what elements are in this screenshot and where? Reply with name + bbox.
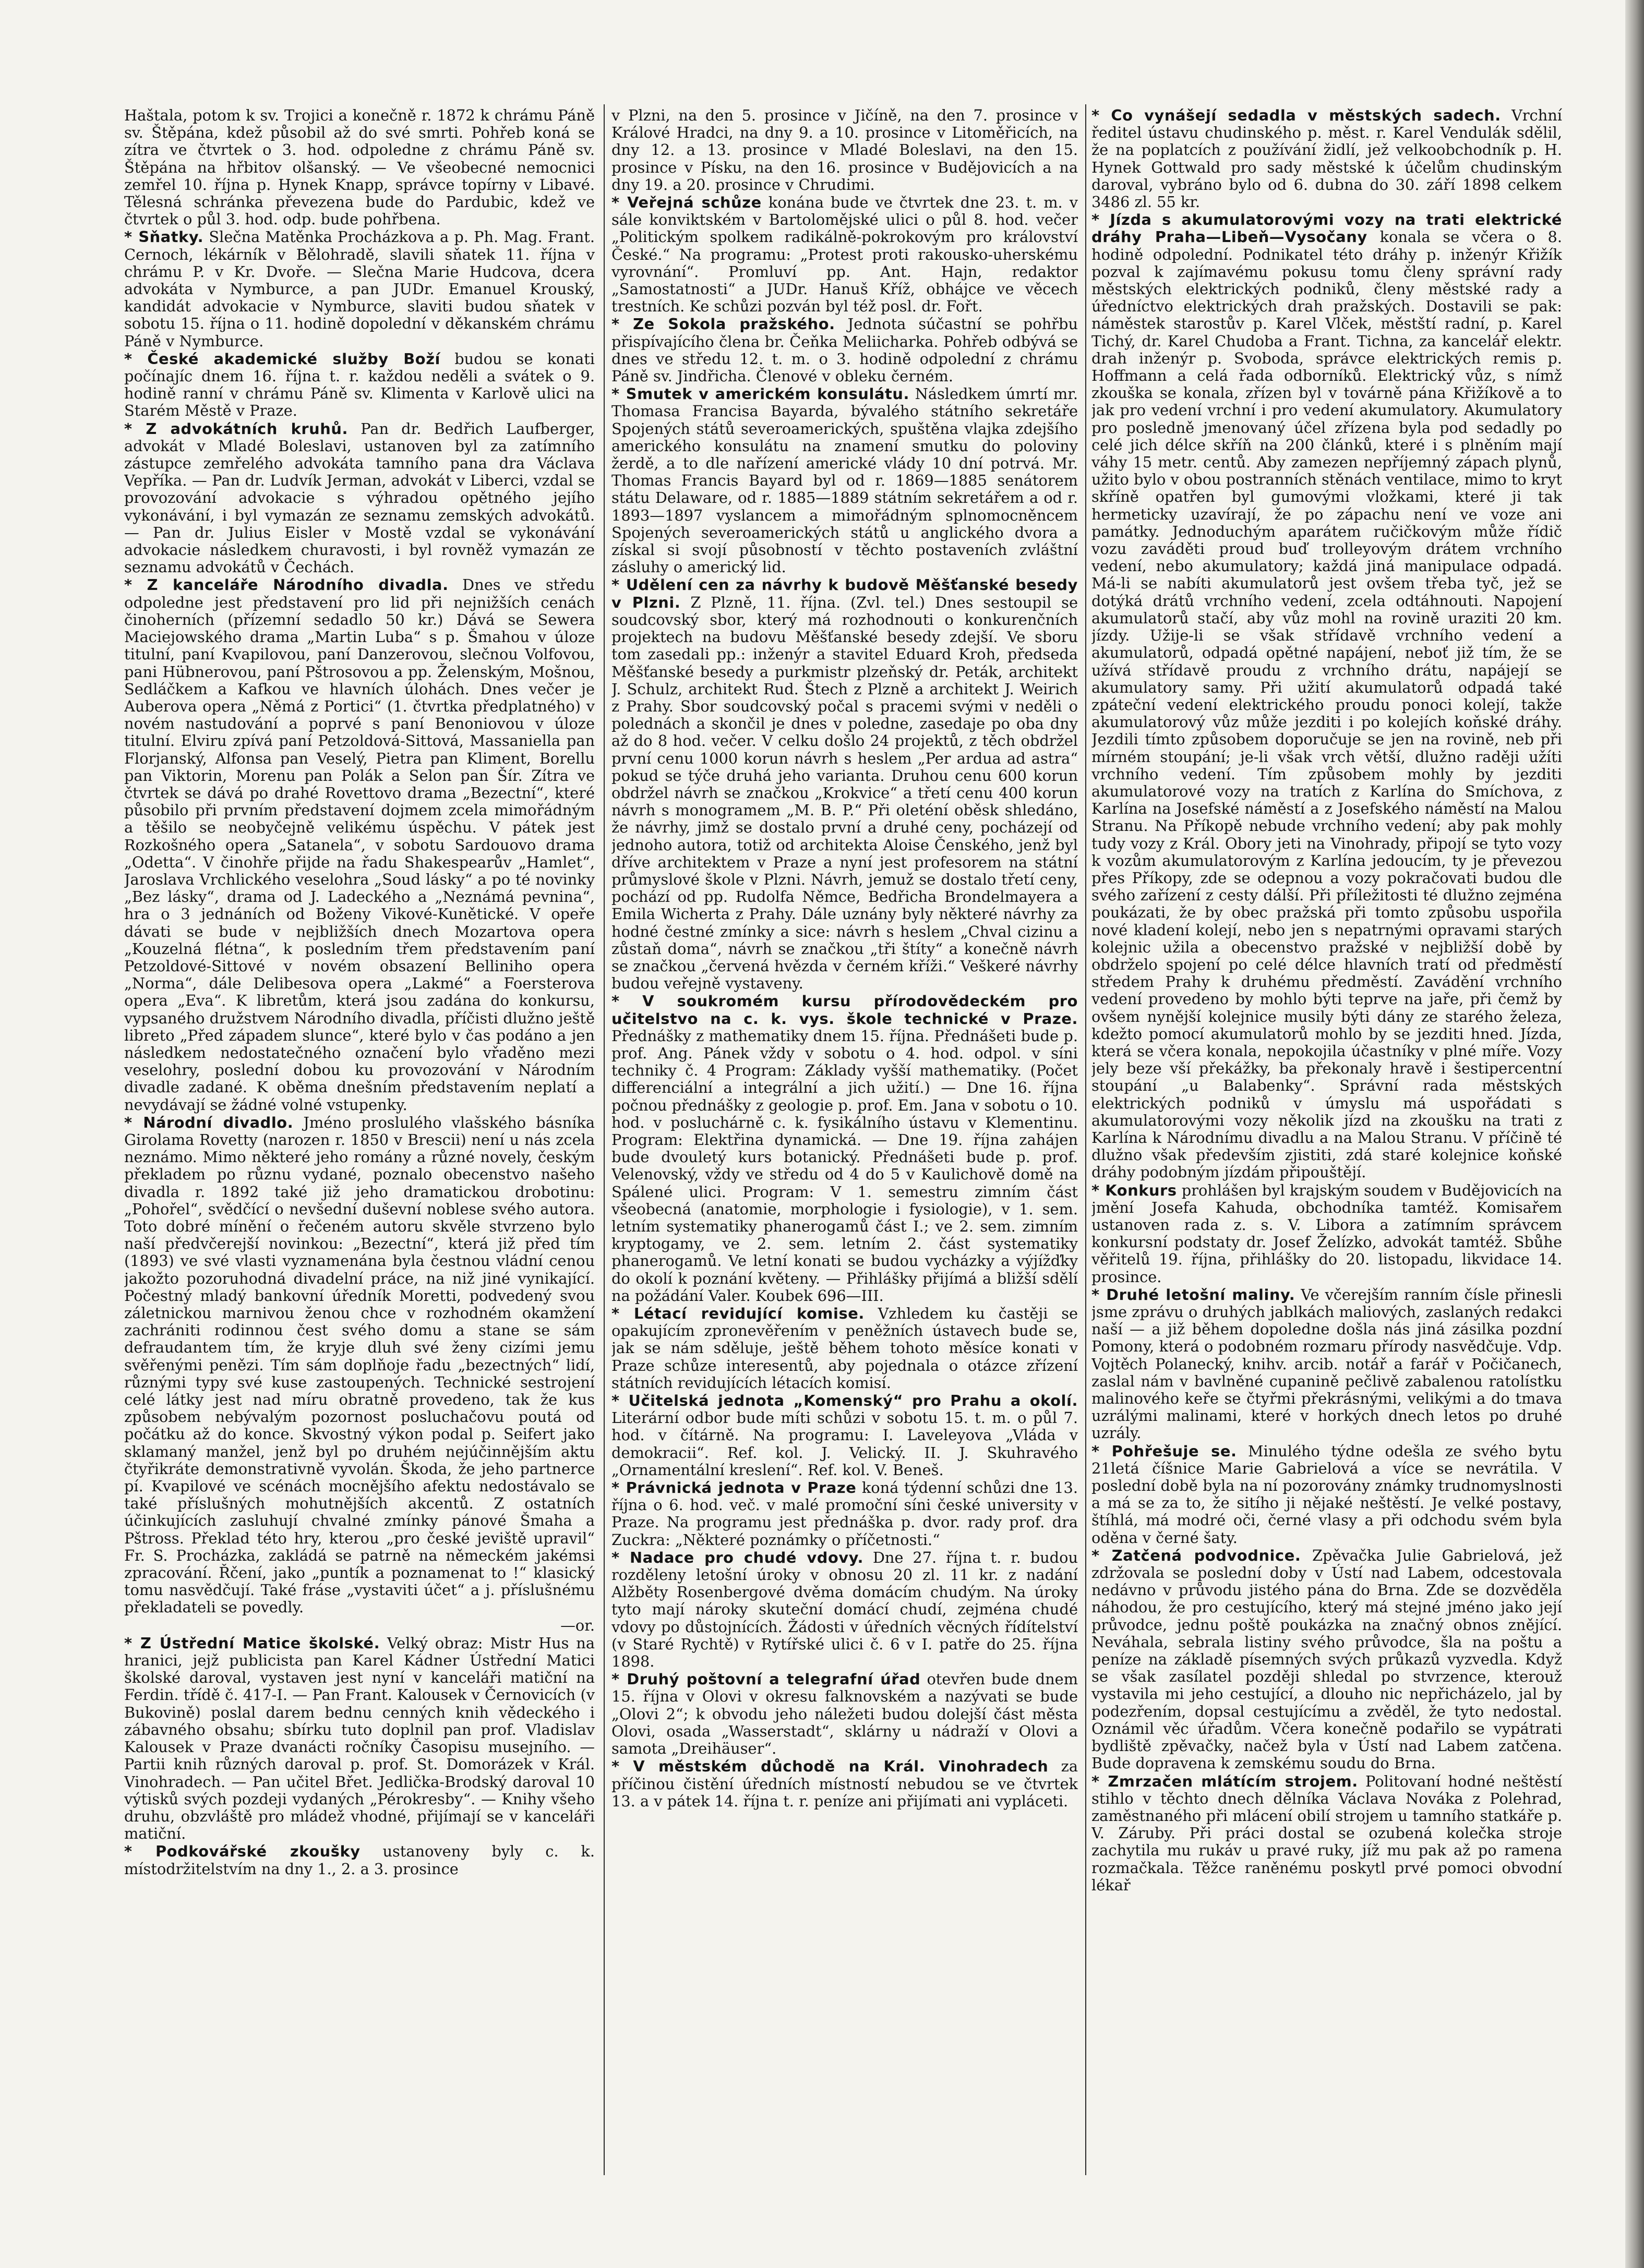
article-heading: * Smutek v americkém konsulátu.	[611, 385, 909, 403]
article-text: Jméno proslulého vlašského básníka Girolama Rovetty (narozen r. 1850 v Brescii) není u nás zcela neznámo. Mimo některé jeho romány a různé novely, českým překladem po různu vydané, poznalo obecenstvo našeho divadla r. 1892 také již jeho dramatickou drobotinu: „Pohořel“, svědčící o nevšední duševní noblese svého autora. Toto dobré mínění o řečeném autoru skvěle stvrzeno bylo naší předvčerejší novinkou: „Bezectní“, která již před tím (1893) ve své vlasti vyznamenána byla čestnou vládní cenou jakožto pozoruhodná divadelní práce, na niž jiné vynikající. Počestný mladý bankovní úředník Moretti, podvedený svou záletnickou marnivou ženou chce v rozhodném okamžení zachrániti rodinnou čest svého domu a stane se sám defraudantem tím, že kryje dluh své ženy cizími jemu svěřenými penězi. Tím sám doplňoje řadu „bezectných“ lidí, různými typy své kuse zastoupených. Technické sestrojení celé látky jest nad míru obratně provedeno, tak že kus způsobem nebývalým pozornost posluchačovu poutá od počátku až do konce. Skvostný výkon podal p. Seifert jako sklamaný manžel, jenž byl po druhém nejúčinnějším aktu čtyřikráte demonstrativně vyvolán. Škoda, že jeho partnerce pí. Kvapilové ve scénách mocnějšího afektu nedostávalo se také příslušných mohutnějších akcentů. Z ostatních účinkujících zasluhují chvalné zmínky pánové Šmaha a Pštross. Překlad této hry, kterou „pro české jeviště upravil“ Fr. S. Procházka, zakládá se patrně na německém jakémsi zpracování. Řčení, jako „puntík a poznamenat to !“ klasický tomu nasvědčují. Také fráse „vystaviti účet“ a j. příslušnému překladateli se povedly.	[124, 1113, 595, 1616]
article-paragraph	[611, 576, 1078, 992]
article-text: Haštala, potom k sv. Trojici a konečně r. 1872 k chrámu Páně sv. Štěpána, kdež působil až do své smrti. Pohřeb koná se zítra ve čtvrtek o 3. hod. odpoledne z chrámu Páně sv. Štěpána na hřbitov olšanský. — Ve všeobecné nemocnici zemřel 10. října p. Hynek Knapp, správce topírny v Libavé. Tělesná schránka převezena bude do Pardubic, kdež ve čtvrtek o půl 3. hod. odp. bude pohřbena.	[124, 107, 595, 228]
article-text: Minulého týdne odešla ze svého bytu 21letá číšnice Marie Gabrielová a více se nevrátila. V poslední době byla na ní pozorovány známky trudnomyslnosti a má se za to, že sitího ji nějaké neštěstí. Je velké postavy, štíhlá, má modré oči, černé vlasy a při odchodu svém byla oděna v černé šaty.	[1091, 1442, 1562, 1547]
page-edge-shadow	[1625, 0, 1644, 2268]
article-paragraph	[611, 316, 1078, 385]
article-text: otevřen bude dnem 15. října v Olovi v okresu falknovském a nazývati se bude „Olovi 2“; k obvodu jeho náležeti budou dolejší část města Olovi, osada „Wasserstadt“, sklárny u nádraží v Olovi a samota „Dreihäuser“.	[611, 1670, 1078, 1758]
article-paragraph	[611, 1671, 1078, 1757]
article-text: prohlášen byl krajským soudem v Budějovicích na jmění Josefa Kahuda, obchodníka tamtéž. Komisařem ustanoven rada z. s. V. Libora a zatímním správcem konkursní podstaty dr. Josef Želízko, advokát tamtéž. Sbůhe věřitelů 19. října, přihlášky do 20. listopadu, likvidace 14. prosince.	[1091, 1181, 1562, 1286]
article-text: Vrchní ředitel ústavu chudinského p. měst. r. Karel Vendulák sdělil, že na poplatcích z používání židlí, jež velkoobchodník p. H. Hynek Gottwald pro sady městské k účelům chudinským daroval, vybráno bylo od 6. dubna do 30. září 1898 celkem 3486 zl. 55 kr.	[1091, 107, 1562, 211]
article-text: Dnes ve středu odpoledne jest představení pro lid při nejnižších cenách činoherních (přízemní sedadlo 50 kr.) Dává se Sewera Maciejowského drama „Martin Luba“ s p. Šmahou v úloze titulní, paní Kvapilovou, paní Danzerovou, slečnou Volfovou, pani Hübnerovou, paní Pštrosovou a pp. Želenským, Mošnou, Sedláčkem a Kafkou ve hlavních úlohách. Dnes večer je Auberova opera „Němá z Portici“ (1. čtvrtka předplatného) v novém nastudování a poprvé s paní Benoniovou v úloze titulní. Elviru zpívá paní Petzoldová-Sittová, Massaniella pan Florjanský, Alfonsa pan Veselý, Pietra pan Kliment, Borellu pan Viktorin, Morenu pan Polák a Selon pan Šír. Zítra ve čtvrtek se dává po drahé Rovettovo drama „Bezectní“, které působilo při prvním představení dojmem zcela mimořádným a těšilo se neobyčejně velikému úspěchu. V pátek jest Rozkošného opera „Satanela“, v sobotu Sardouovo drama „Odetta“. V činohře přijde na řadu Shakespearův „Hamlet“, Jaroslava Vrchlického veselohra „Soud lásky“ a po té novinky „Bez lásky“, drama od J. Ladeckého a „Neznámá pevnina“, hra o 3 jednáních od Boženy Vikové-Kunětické. V opeře dávati se bude v nejbližších dnech Mozartova opera „Kouzelná flétna“, k posledním třem představením paní Petzoldové-Sittové v novém obsazení Belliniho opera „Norma“, dále Delibesova opera „Lakmé“ a Foersterova opera „Eva“. K libretům, která jsou zadána do konkursu, vypsaného družstvem Národního divadla, příčisti dlužno ještě libreto „Před západem slunce“, které bylo v čas podáno a jen následkem nedostatečného označení bylo vřaděno mezi veselohry, poslední dobou ku provozování v Národním divadle zadané. K oběma dnešním představením neplatí a nevydávají se žádné volné vstupenky.	[124, 576, 595, 1114]
article-text: Dne 27. října t. r. budou rozděleny letošní úroky v obnosu 20 zl. 11 kr. z nadání Alžběty Rosenbergové dvěma domácím chudým. Na úroky tyto mají nároky skuteční domácí chudí, zejména chudé vdovy po důstojnících. Žádosti v úředních věcných řídítelství (v Staré Rychtě) v Rytířské ulici č. 6 v I. patře do 25. října 1898.	[611, 1548, 1078, 1671]
article-paragraph	[1091, 211, 1562, 1181]
article-text: v Plzni, na den 5. prosince v Jičíně, na den 7. prosince v Králové Hradci, na dny 9. a 10. prosince v Litoměřicích, na dny 12. a 13. prosince v Mladé Boleslavi, na den 15. prosince v Písku, na den 16. prosince v Budějovicích a na dny 19. a 20. prosince v Chrudimi.	[611, 107, 1078, 194]
article-heading: * Létací revidující komise.	[611, 1305, 865, 1322]
article-heading: * České akademické služby Boží	[124, 350, 440, 368]
article-paragraph	[124, 1843, 595, 1877]
article-paragraph	[1091, 1286, 1562, 1442]
column-divider	[1085, 104, 1086, 2175]
article-text: Z Plzně, 11. října. (Zvl. tel.) Dnes sestoupil se soudcovský sbor, který má rozhodnouti o konkurenčních projektech na budovu Měšťanské besedy zdejší. Ve sboru tom zasedali pp.: inženýr a stavitel Eduard Kroh, předseda Měšťanské besedy a purkmistr plzeňský dr. Peták, architekt J. Schulz, architekt Rud. Štech z Plzně a architekt J. Weirich z Prahy. Sbor soudcovský počal s pracemi svými v neděli o polednách a skončil je dnes v poledne, zasedaje po oba dny až do 8 hod. večer. V celku došlo 24 projektů, z těch obdržel první cenu 1000 korun návrh s heslem „Per ardua ad astra“ pokud se týče druhá jeho varianta. Druhou cenu 600 korun obdržel návrh se značkou „Krokvice“ a třetí cenu 400 korun návrh s monogramem „M. B. P.“ Při oleténí oběsk shledáno, že návrhy, jimž se dostalo první a druhé ceny, pocházejí od jednoho autora, totiž od architekta Aloise Čenského, jenž byl dříve architektem v Praze a nyní jest profesorem na státní průmyslové škole v Plzni. Návrh, jemuž se dostalo třetí ceny, pochází od pp. Rudolfa Němce, Bedřicha Brondelmayera a Emila Wicherta z Prahy. Dále uznány byly některé návrhy za hodné čestné zmínky a sice: návrh s heslem „Chval cizinu a zůstaň doma“, návrh se značkou „tři štíty“ a konečně návrh se značkou „červená hvězda v černém kříži.“ Veškeré návrhy budou veřejně vystaveny.	[611, 593, 1078, 993]
article-heading: * Podkovářské zkoušky	[124, 1842, 361, 1860]
article-paragraph	[611, 107, 1078, 194]
article-text: Přednášky z mathematiky dnem 15. října. Přednášeti bude p. prof. Ang. Pánek vždy v sobotu o 4. hod. odpol. v síni techniky č. 4 Program: Základy vyšší mathematiky. (Počet differenciální a integrální a jich užití.) — Dne 16. října počnou přednášky z geologie p. prof. Em. Jana v sobotu o 10. hod. v posluchárně c. k. fysikálního ústavu v Klementinu. Program: Elektřina dynamická. — Dne 19. října zahájen bude dvouletý kurs botanický. Přednášeti bude p. prof. Velenovský, vždy ve středu od 4 do 5 v Kaulichově domě na Spálené ulici. Program: V 1. semestru zimním část všeobecná (anatomie, morphologie i fysiologie), v 1. sem. letním systematiky phanerogamů část I.; ve 2. sem. zimním kryptogamy, ve 2. sem. letním 2. část systematiky phanerogamů. Ve letní konati se budou vycházky a výjížďky do okolí k poznání květeny. — Přihlášky přijímá a bližší sdělí na požádání Valer. Koubek 696—III.	[611, 1027, 1078, 1305]
article-text: Zpěvačka Julie Gabrielová, jež zdržovala se poslední doby v Ústí nad Labem, odcestovala nedávno v průvodu jistého pána do Brna. Zde se dozvěděla náhodou, že pro cestujícího, který má stejné jméno jako její průvodce, jednu poště poukázka na značný obnos znějící. Neváhala, sebrala listiny svého průvodce, šla na poštu a peníze na základě písemných svých průkazů vyzvedla. Když se však zasílatel později shledal po stvrzence, kterouž vystavila mi jeho cestující, a dlouho nic nepřicházelo, jal by podezřením, dopsal cestujícímu a zvěděl, že tyto nedostal. Oznámil věc úřadům. Včera konečně podařilo se vypátrati bydliště zpěvačky, načež byla v Ústí nad Labem zatčena. Bude dopravena k zemskému soudu do Brna.	[1091, 1546, 1562, 1772]
article-paragraph	[124, 420, 595, 576]
article-heading: * Z Ústřední Matice školské.	[124, 1634, 380, 1652]
article-text: Vzhledem ku častěji se opakujícím zpronevěřením v peněžních ústavech bude se, jak se nám sděluje, ještě během tohoto měsíce konati v Praze schůze interesentů, aby pojednala o otázce zřízení státních revidujících létacích komisí.	[611, 1305, 1078, 1392]
article-paragraph	[1091, 1182, 1562, 1286]
article-paragraph	[124, 351, 595, 420]
article-paragraph	[611, 993, 1078, 1305]
article-paragraph	[1091, 1547, 1562, 1772]
article-heading: * Veřejná schůze	[611, 194, 762, 211]
article-text: za příčinou čistění úředních místností nebudou se ve čtvrtek 13. a v pátek 14. října t. r. peníze ani přijímati ani vypláceti.	[611, 1757, 1078, 1810]
article-heading: * V městském důchodě na Král. Vinohradech	[611, 1757, 1048, 1775]
article-heading: * Z advokátních kruhů.	[124, 420, 348, 438]
article-paragraph	[1091, 107, 1562, 211]
article-text: Velký obraz: Mistr Hus na hranici, jejž publicista pan Karel Kádner Ústřední Matici školské daroval, vystaven jest nyní v kanceláři matiční na Ferdin. třídě č. 417-I. — Pan Frant. Kalousek v Černovicích (v Bukovině) poslal darem bednu cenných knih vědeckého i zábavného obsahu; sbírku tuto doplnil pan prof. Vladislav Kalousek v Praze dvanácti ročníky Časopisu musejního. — Partii knih různých daroval p. prof. St. Domorázek v Král. Vinohradech. — Pan učitel Břet. Jedlička-Brodský daroval 10 výtisků svých pozdeji vydaných „Pérokresby“. — Knihy všeho druhu, obzvláště pro mládež vhodné, přijímají se v kanceláři matiční.	[124, 1634, 595, 1843]
article-heading: * Druhé letošní maliny.	[1091, 1286, 1295, 1304]
article-heading: * Ze Sokola pražského.	[611, 315, 835, 333]
article-text: Politovaní hodné neštěstí stihlo v těchto dnech dělníka Václava Nováka z Polehrad, zaměstnaného při mlácení obilí strojem u tamního statkáře p. V. Záruby. Při práci dostal se ozubená kolečka stroje zachytila mu rukáv u pravé ruky, jíž mu pak až po ramena rozmačkala. Těžce raněnému poskytl prvé pomoci obvodní lékař	[1091, 1772, 1562, 1894]
article-paragraph	[611, 1479, 1078, 1549]
article-signature: —or.	[560, 1616, 595, 1634]
article-text: Pan dr. Bedřich Laufberger, advokát v Mladé Boleslavi, ustanoven byl za zatímního zástupce zemřelého advokáta tamního pana dra Václava Vepříka. — Pan dr. Ludvík Jerman, advokát v Liberci, vzdal se provozování advokacie s výhradou opětného jejího vykonávání, i byl vymazán ze seznamu zemských advokátů. — Pan dr. Julius Eisler v Mostě vzdal se vykonávání advokacie následkem churavosti, i byl rovněž vymazán ze seznamu advokátů v Čechách.	[124, 419, 595, 576]
article-heading: * Jízda s akumulatorovými vozy na trati elektrické dráhy Praha—Libeň—Vysočany	[1091, 211, 1562, 246]
article-paragraph	[1091, 1443, 1562, 1547]
article-text: konala se včera o 8. hodině odpolední. Podnikatel této dráhy p. inženýr Křižík pozval k zajímavému pokusu tomu členy správní rady městských elektrických podniků, členy městské rady a úředníctvo elektrických drah pražských. Dostavili se pak: náměstek starostův p. Karel Vlček, městští radní, p. Karel Tichý, dr. Karel Chudoba a Frant. Tichna, za kancelář elektr. drah inženýr p. Svoboda, správce elektrických remis p. Hoffmann a celá řada odborníků. Elektrický vůz, s nímž zkouška se konala, zřízen byl v továrně pána Křižíkově a to jak pro vedení vrchní i pro vedení akumulatory. Akumulatory pro posledně jmenovaný účel zřízena byla pod sedadly po celé jich délce skříň na 200 článků, které i s plněním mají váhy 15 metr. centů. Aby zamezen nepříjemný zápach plynů, užito bylo v obou postranních stěnách ventilace, mimo to kryt skříně opatřen byl gumovými vložkami, které ji tak hermeticky uzavírají, že po zápachu není ve voze ani památky. Jednoduchým aparátem ručičkovým může řídič vozu zaváděti proud buď trolleyovým drátem vrchního vedení, nebo akumulatory; každá jiná manipulace odpadá. Má-li se nabíti akumulatorů jest ovšem třeba tyč, jež se dotýká drátů vrchního vedení, zcela odtáhnouti. Napojení akumulatorů stačí, aby vůz mohl na rovině uraziti 20 km. jízdy. Užije-li se však střídavě vrchního vedení a akumulatorů, odpadá opětné napájení, neboť již tím, že se užívá střídavě proudu z vrchního drátu, napájejí se akumulatory samy. Při užití akumulatorů odpadá také zpáteční vedení elektrického proudu ponoci kolejí, takže akumulatorový vůz může jezditi i po kolejích koňské dráhy. Jezdili tímto způsobem doporučuje se jen na rovině, neb při mírném stoupání; je-li však vrch větší, dlužno raději užíti vrchního vedení. Tím způsobem mohly by jezditi akumulatorové vozy na tratích z Karlína do Smíchova, z Karlína na Josefské náměstí a z Josefského náměstí na Malou Stranu. Na Příkopě nebude vrchního vedení; aby pak mohly tudy vozy z Král. Obory jeti na Vinohrady, připojí se tyto vozy k vozům akumulatorovým z Karlína jedoucím, ty je převezou přes Příkopy, zde se odepnou a vozy pokračovati budou dle svého zařízení z cesty dálší. Při příležitosti té dlužno zejména poukázati, že by obec pražská při tomto způsobu uspořila nové kladení kolejí, nebo jen s nepatrnými opravami starých kolejnic užila a obecenstvo pražské v nejbližší době by obdrželo spojení po celé délce hlavních tratí od předměstí středem Prahy k druhému předměstí. Zavádění vrchního vedení provedeno by mohlo býti teprve na jaře, při čemž by ovšem nynější kolejnice musily býti dány ze starého železa, kdežto pomocí akumulatorů mohlo by se jezditi hned. Jízda, která se včera konala, nepokojila účastníky v plné míře. Vozy jely beze vší překážky, ba překonaly hravě i šestipercentní stoupání „u Balabenky“. Správní rada městských elektrických podniků v úmyslu má uspořádati s akumulatorovými vozy několik jízd na zkoušku na trati z Karlína k Národnímu divadlu a na Malou Stranu. V příčině té dlužno však především zjistiti, zdá staré kolejnice koňské dráhy podobným jízdám připouštějí.	[1091, 228, 1562, 1181]
article-heading: * Zmrzačen mlátícím strojem.	[1091, 1772, 1358, 1790]
article-heading: * Z kanceláře Národního divadla.	[124, 576, 449, 594]
article-paragraph	[124, 1635, 595, 1842]
article-heading: * Právnická jednota v Praze	[611, 1479, 856, 1497]
article-heading: * Udělení cen za návrhy k budově Měšťanské besedy v Plzni.	[611, 576, 1078, 611]
article-text: Literární odbor bude míti schůzi v sobotu 15. t. m. o půl 7. hod. v čítárně. Na programu: I. Laveleyova „Vláda v demokracii“. Ref. kol. J. Velický. II. J. Skuhravého „Ornamentální kreslení“. Ref. kol. V. Beneš.	[611, 1409, 1078, 1479]
article-text: ustanoveny byly c. k. místodržitelstvím na dny 1., 2. a 3. prosince	[124, 1842, 595, 1878]
article-paragraph	[611, 385, 1078, 576]
column-2	[611, 107, 1078, 2170]
article-heading: * Druhý poštovní a telegrafní úřad	[611, 1670, 920, 1688]
article-heading: * Nadace pro chudé vdovy.	[611, 1549, 863, 1566]
article-paragraph	[611, 1305, 1078, 1392]
article-paragraph	[611, 194, 1078, 315]
article-heading: * Sňatky.	[124, 228, 203, 246]
article-paragraph	[1091, 1773, 1562, 1894]
article-text: Následkem úmrtí mr. Thomasa Francisa Bayarda, bývalého státního sekretáře Spojených států severoamerických, spuštěna vlajka zdejšího amerického konsulátu na znamení smutku do poloviny žerdě, a to dle nařízení americké vlády 10 dní potrvá. Mr. Thomas Francis Bayard byl od r. 1869—1885 senátorem státu Delaware, od r. 1885—1889 státním sekretářem a od r. 1893—1897 vyslancem a mimořádným splnomocněncem Spojených severoamerických států u anglického dvora a získal si svojí působností v těchto postaveních zvláštní zásluhy o americký lid.	[611, 385, 1078, 576]
article-heading: * Co vynášejí sedadla v městských sadech.	[1091, 107, 1501, 124]
article-text: Ve včerejším ranním čísle přinesli jsme zprávu o druhých jablkách maliových, zaslaných redakci naší — a již během dopoledne došla nás jiná zásilka pozdní Pomony, která o podobném rozmaru přírody nasvědčuje. Vdp. Vojtěch Polanecký, knihv. arcib. notář a farář v Počičanech, zaslal nám v bavlněné cupanině pečlivě zabalenou ratolístku malinového keře se čtyřmi překrásnými, velikými a do tmava uzrálými malinami, které v horkých dnech letos po druhé uzrály.	[1091, 1285, 1562, 1442]
article-text: konána bude ve čtvrtek dne 23. t. m. v sále konviktském v Bartolomějské ulici o půl 8. hod. večer „Politickým spolkem radikálně-pokrokovým pro království České.“ Na programu: „Protest proti rakousko-uherskému vyrovnání“. Promluví pp. Ant. Hajn, redaktor „Samostatnosti“ a JUDr. Hanuš Kříž, obhájce ve věcech trestních. Ke schůzi pozván byl též posl. dr. Fořt.	[611, 194, 1078, 316]
column-divider	[604, 104, 605, 2175]
column-1	[124, 107, 595, 2170]
article-paragraph	[124, 576, 595, 1113]
article-paragraph	[124, 1114, 595, 1616]
article-heading: * Konkurs	[1091, 1181, 1177, 1199]
article-paragraph	[124, 228, 595, 349]
article-paragraph	[611, 1758, 1078, 1810]
article-text: koná týdenní schůzi dne 13. října o 6. hod. več. v malé promoční síni české university v Praze. Na programu jest přednáška p. dvor. rady prof. dra Zuckra: „Některé poznámky o příčetnosti.“	[611, 1479, 1078, 1549]
article-paragraph	[611, 1549, 1078, 1670]
article-paragraph	[611, 1392, 1078, 1479]
article-heading: * Učitelská jednota „Komenský“ pro Prahu a okolí.	[611, 1392, 1078, 1409]
article-text: Jednota súčastní se pohřbu přispívajícího člena br. Čeňka Meliicharka. Pohřeb odbývá se dnes ve středu 12. t. m. o 3. hodině odpolední z chrámu Páně sv. Jindřicha. Členové v obleku černém.	[611, 315, 1078, 385]
article-paragraph	[124, 107, 595, 228]
column-3	[1091, 107, 1562, 2170]
article-heading: * Národní divadlo.	[124, 1114, 293, 1131]
article-text: budou se konati počínajíc dnem 16. října t. r. každou neděli a svátek o 9. hodině ranní v chrámu Páně sv. Klimenta v Karlově ulici na Starém Městě v Praze.	[124, 349, 595, 420]
article-heading: * V soukromém kursu přírodovědeckém pro učitelstvo na c. k. vys. škole technické v Praze.	[611, 992, 1078, 1027]
article-heading: * Zatčená podvodnice.	[1091, 1547, 1301, 1564]
article-text: Slečna Matěnka Procházkova a p. Ph. Mag. Frant. Cernoch, lékárník v Bělohradě, slavili sňatek 11. října v chrámu P. v Kr. Dvoře. — Slečna Marie Hudcova, dcera advokáta v Nymburce, a pan JUDr. Emanuel Krouský, kandidát advokacie v Nymburce, slaviti budou sňatek v sobotu 15. října o 11. hodině dopolední v děkanském chrámu Páně v Nymburce.	[124, 228, 595, 350]
article-heading: * Pohřešuje se.	[1091, 1442, 1237, 1460]
